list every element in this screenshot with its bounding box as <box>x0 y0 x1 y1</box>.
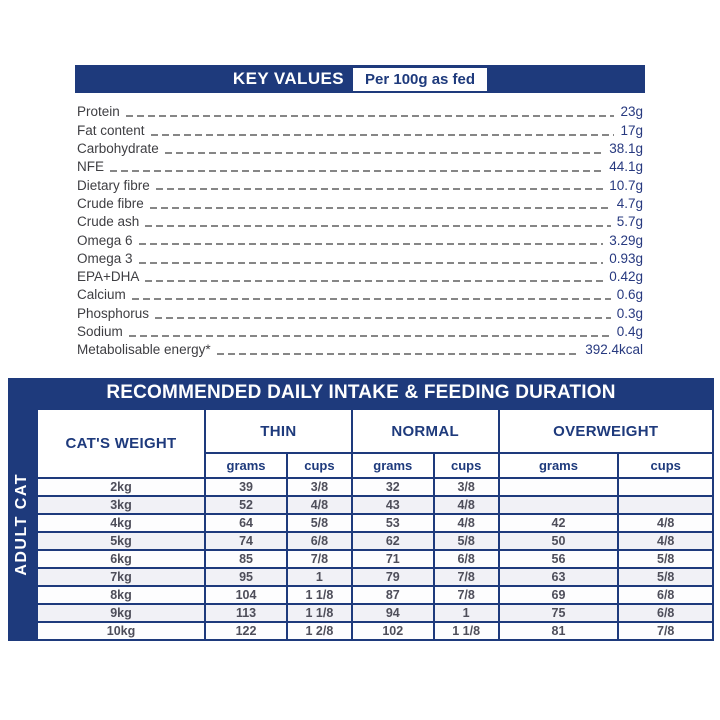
nutrient-label: Protein <box>77 104 120 120</box>
cat-weight-cell: 9kg <box>37 604 205 622</box>
overweight-grams-cell: 63 <box>499 568 619 586</box>
cat-weight-cell: 6kg <box>37 550 205 568</box>
feeding-guide-title: RECOMMENDED DAILY INTAKE & FEEDING DURATION <box>8 378 714 408</box>
overweight-grams-cell: 42 <box>499 514 619 532</box>
overweight-grams-cell <box>499 478 619 496</box>
normal-grams-cell: 43 <box>352 496 434 514</box>
overweight-cups-cell: 7/8 <box>618 622 713 640</box>
overweight-grams-cell: 75 <box>499 604 619 622</box>
feeding-table-header-row <box>37 409 713 453</box>
thin-group-header: THIN <box>205 409 352 453</box>
thin-grams-cell: 122 <box>205 622 287 640</box>
nutrient-row <box>75 139 645 157</box>
nutrient-value: 17g <box>620 122 643 138</box>
dotted-leader-line <box>155 317 611 319</box>
nutrient-row <box>75 120 645 138</box>
normal-grams-cell: 71 <box>352 550 434 568</box>
nutrient-value: 38.1g <box>609 141 643 157</box>
cat-weight-cell: 5kg <box>37 532 205 550</box>
nutrient-label: Omega 3 <box>77 250 133 266</box>
per-100g-badge: Per 100g as fed <box>353 68 487 91</box>
nutrient-label: Dietary fibre <box>77 177 150 193</box>
cat-weight-cell: 4kg <box>37 514 205 532</box>
cat-weight-cell: 10kg <box>37 622 205 640</box>
nutrient-value: 3.29g <box>609 232 643 248</box>
overweight-grams-cell: 81 <box>499 622 619 640</box>
nutrient-list <box>75 102 645 358</box>
dotted-leader-line <box>165 152 603 154</box>
nutrient-label: NFE <box>77 159 104 175</box>
dotted-leader-line <box>156 188 603 190</box>
feeding-table-row <box>37 532 713 550</box>
thin-cups-cell: 1 1/8 <box>287 586 352 604</box>
thin-cups-cell: 4/8 <box>287 496 352 514</box>
feeding-guide-section <box>8 378 714 641</box>
cat-weight-cell: 8kg <box>37 586 205 604</box>
cat-weight-cell: 7kg <box>37 568 205 586</box>
thin-grams-cell: 64 <box>205 514 287 532</box>
feeding-table-row <box>37 478 713 496</box>
dotted-leader-line <box>129 335 611 337</box>
feeding-table <box>36 408 714 641</box>
thin-grams-cell: 95 <box>205 568 287 586</box>
nutrient-row <box>75 267 645 285</box>
nutrient-row <box>75 248 645 266</box>
thin-cups-cell: 1 1/8 <box>287 604 352 622</box>
nutrient-value: 392.4kcal <box>585 342 643 358</box>
feeding-table-row <box>37 568 713 586</box>
nutrient-label: Crude fibre <box>77 195 144 211</box>
normal-grams-cell: 94 <box>352 604 434 622</box>
nutrient-row <box>75 303 645 321</box>
nutrient-value: 0.42g <box>609 269 643 285</box>
overweight-grams-cell: 69 <box>499 586 619 604</box>
overweight-group-header: OVERWEIGHT <box>499 409 714 453</box>
key-values-section <box>75 65 645 358</box>
normal-cups-cell: 7/8 <box>434 586 499 604</box>
nutrient-value: 23g <box>620 104 643 120</box>
nutrient-label: Carbohydrate <box>77 141 159 157</box>
feeding-table-row <box>37 550 713 568</box>
normal-cups-header: cups <box>434 453 499 478</box>
dotted-leader-line <box>139 262 604 264</box>
normal-grams-cell: 53 <box>352 514 434 532</box>
nutrient-label: Fat content <box>77 122 145 138</box>
nutrient-row <box>75 340 645 358</box>
thin-cups-cell: 7/8 <box>287 550 352 568</box>
thin-grams-cell: 39 <box>205 478 287 496</box>
dotted-leader-line <box>145 280 603 282</box>
dotted-leader-line <box>110 170 603 172</box>
normal-cups-cell: 7/8 <box>434 568 499 586</box>
nutrient-row <box>75 322 645 340</box>
normal-cups-cell: 5/8 <box>434 532 499 550</box>
nutrient-row <box>75 175 645 193</box>
nutrient-value: 4.7g <box>616 195 643 211</box>
overweight-cups-cell: 6/8 <box>618 586 713 604</box>
thin-grams-cell: 52 <box>205 496 287 514</box>
feeding-table-row <box>37 586 713 604</box>
nutrient-value: 0.3g <box>616 305 643 321</box>
nutrient-value: 5.7g <box>616 214 643 230</box>
nutrient-row <box>75 157 645 175</box>
thin-grams-header: grams <box>205 453 287 478</box>
feeding-table-row <box>37 496 713 514</box>
feeding-table-row <box>37 604 713 622</box>
nutrient-label: Phosphorus <box>77 305 150 321</box>
feeding-table-row <box>37 622 713 640</box>
overweight-grams-cell <box>499 496 619 514</box>
nutrient-label: Calcium <box>77 287 126 303</box>
nutrient-label: Sodium <box>77 324 123 340</box>
key-values-header-bar <box>75 65 645 93</box>
thin-cups-cell: 6/8 <box>287 532 352 550</box>
overweight-cups-cell: 5/8 <box>618 568 713 586</box>
feeding-guide-body <box>8 408 714 641</box>
dotted-leader-line <box>132 298 611 300</box>
normal-grams-cell: 87 <box>352 586 434 604</box>
normal-cups-cell: 6/8 <box>434 550 499 568</box>
normal-grams-cell: 32 <box>352 478 434 496</box>
normal-group-header: NORMAL <box>352 409 499 453</box>
thin-cups-cell: 5/8 <box>287 514 352 532</box>
normal-grams-cell: 62 <box>352 532 434 550</box>
dotted-leader-line <box>126 115 615 117</box>
cats-weight-header: CAT'S WEIGHT <box>37 409 205 478</box>
overweight-cups-cell <box>618 478 713 496</box>
thin-cups-cell: 1 <box>287 568 352 586</box>
nutrient-label: Crude ash <box>77 214 140 230</box>
thin-cups-header: cups <box>287 453 352 478</box>
dotted-leader-line <box>217 353 580 355</box>
thin-cups-cell: 1 2/8 <box>287 622 352 640</box>
overweight-grams-cell: 50 <box>499 532 619 550</box>
adult-cat-label: ADULT CAT <box>13 473 30 576</box>
normal-grams-header: grams <box>352 453 434 478</box>
cat-weight-cell: 3kg <box>37 496 205 514</box>
thin-cups-cell: 3/8 <box>287 478 352 496</box>
nutrient-label: Metabolisable energy* <box>77 342 211 358</box>
dotted-leader-line <box>151 134 615 136</box>
nutrient-value: 0.4g <box>616 324 643 340</box>
nutrient-value: 10.7g <box>609 177 643 193</box>
adult-cat-sidebar <box>8 408 36 641</box>
normal-grams-cell: 102 <box>352 622 434 640</box>
overweight-cups-cell: 5/8 <box>618 550 713 568</box>
dotted-leader-line <box>145 225 610 227</box>
normal-cups-cell: 4/8 <box>434 496 499 514</box>
nutrient-value: 44.1g <box>609 159 643 175</box>
thin-grams-cell: 113 <box>205 604 287 622</box>
overweight-grams-header: grams <box>499 453 619 478</box>
overweight-cups-header: cups <box>618 453 713 478</box>
normal-grams-cell: 79 <box>352 568 434 586</box>
feeding-table-row <box>37 514 713 532</box>
nutrient-row <box>75 102 645 120</box>
normal-cups-cell: 3/8 <box>434 478 499 496</box>
thin-grams-cell: 74 <box>205 532 287 550</box>
overweight-cups-cell <box>618 496 713 514</box>
nutrient-row <box>75 212 645 230</box>
overweight-cups-cell: 4/8 <box>618 514 713 532</box>
nutrient-label: Omega 6 <box>77 232 133 248</box>
nutrient-row <box>75 193 645 211</box>
normal-cups-cell: 4/8 <box>434 514 499 532</box>
nutrient-value: 0.6g <box>616 287 643 303</box>
normal-cups-cell: 1 1/8 <box>434 622 499 640</box>
overweight-grams-cell: 56 <box>499 550 619 568</box>
dotted-leader-line <box>150 207 611 209</box>
overweight-cups-cell: 6/8 <box>618 604 713 622</box>
key-values-title: KEY VALUES <box>232 69 344 88</box>
normal-cups-cell: 1 <box>434 604 499 622</box>
overweight-cups-cell: 4/8 <box>618 532 713 550</box>
nutrient-label: EPA+DHA <box>77 269 140 285</box>
nutrient-row <box>75 285 645 303</box>
nutrient-row <box>75 230 645 248</box>
cat-weight-cell: 2kg <box>37 478 205 496</box>
nutrient-value: 0.93g <box>609 250 643 266</box>
dotted-leader-line <box>139 243 604 245</box>
thin-grams-cell: 104 <box>205 586 287 604</box>
thin-grams-cell: 85 <box>205 550 287 568</box>
